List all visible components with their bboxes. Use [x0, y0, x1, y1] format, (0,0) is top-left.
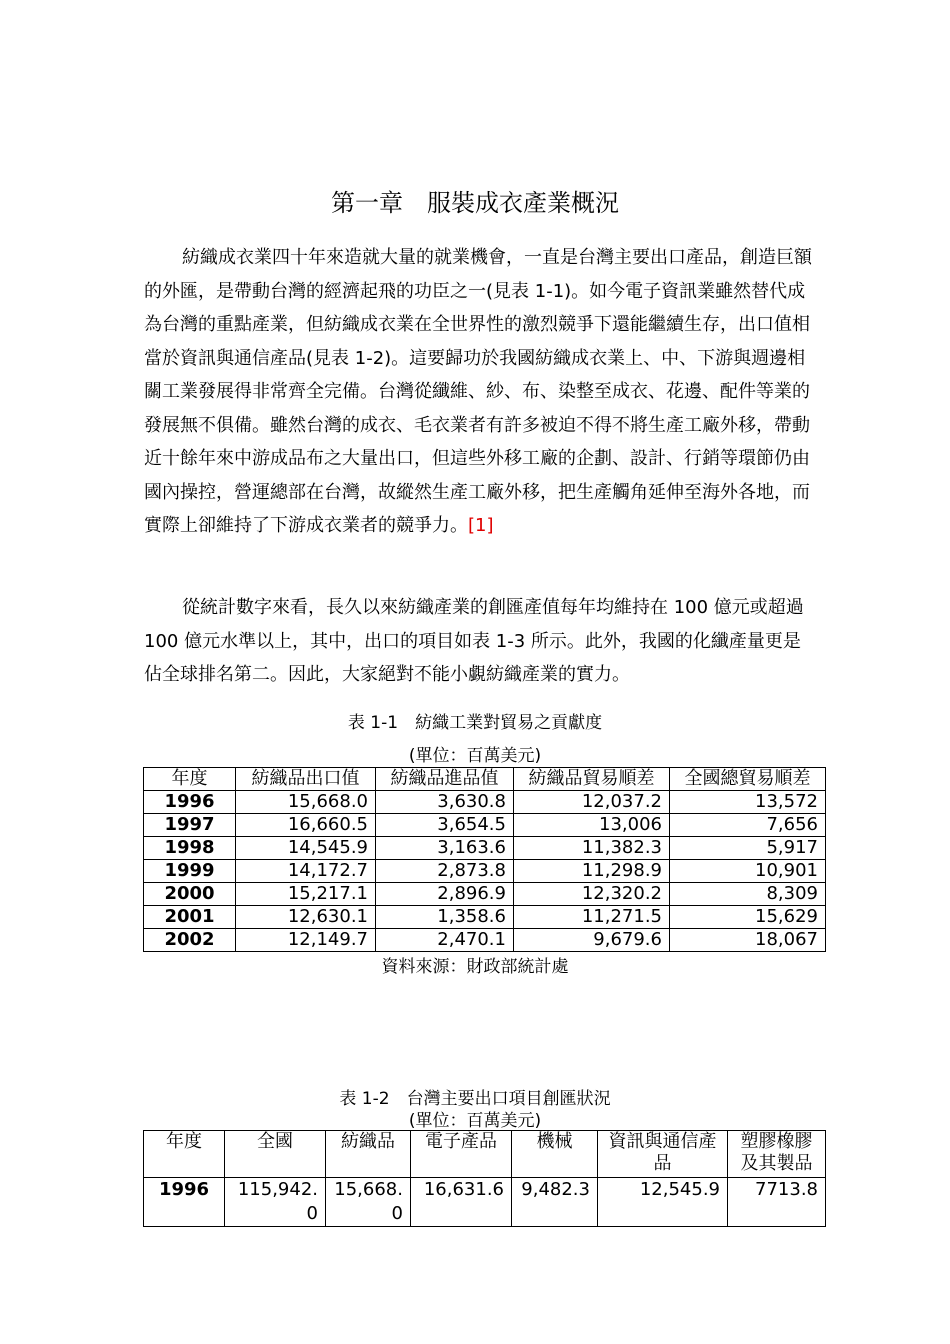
- table-header-row: [144, 1131, 826, 1178]
- value-cell: 10,901: [670, 860, 826, 883]
- value-cell: 5,917: [670, 837, 826, 860]
- paragraph-intro: [144, 241, 812, 543]
- value-cell: 13,006: [514, 814, 670, 837]
- year-cell: 2000: [144, 883, 236, 906]
- value-cell: 3,163.6: [376, 837, 514, 860]
- year-cell: 2002: [144, 929, 236, 952]
- table2-unit: (單位：百萬美元): [408, 1111, 542, 1131]
- table-row: [144, 1178, 826, 1227]
- value-cell: 12,545.9: [598, 1178, 728, 1227]
- value-cell: 14,172.7: [236, 860, 376, 883]
- value-cell: 2,470.1: [376, 929, 514, 952]
- table-header-cell: 全國總貿易順差: [670, 768, 826, 791]
- value-cell: 9,482.3: [512, 1178, 598, 1227]
- table-header-cell: 全國: [225, 1131, 326, 1178]
- value-cell: 18,067: [670, 929, 826, 952]
- value-cell: 2,896.9: [376, 883, 514, 906]
- table1-source: 資料來源：財政部統計處: [381, 957, 569, 977]
- value-cell: 16,631.6: [411, 1178, 512, 1227]
- export-items-table: [143, 1130, 826, 1227]
- value-cell: 2,873.8: [376, 860, 514, 883]
- value-cell: 7,656: [670, 814, 826, 837]
- value-cell: 11,298.9: [514, 860, 670, 883]
- table-header-cell: 資訊與通信產品: [598, 1131, 728, 1178]
- table-header-cell: 年度: [144, 768, 236, 791]
- paragraph-statistics: [144, 591, 812, 692]
- value-cell: 9,679.6: [514, 929, 670, 952]
- chapter-title: 第一章 服裝成衣產業概況: [331, 189, 619, 217]
- value-cell: 14,545.9: [236, 837, 376, 860]
- table-header-row: [144, 768, 826, 791]
- value-cell: 12,630.1: [236, 906, 376, 929]
- table-header-cell: 紡織品進品值: [376, 768, 514, 791]
- value-cell: 12,149.7: [236, 929, 376, 952]
- table-row: [144, 814, 826, 837]
- year-cell: 2001: [144, 906, 236, 929]
- value-cell: 3,654.5: [376, 814, 514, 837]
- year-cell: 1996: [144, 791, 236, 814]
- value-cell: 13,572: [670, 791, 826, 814]
- table-header-cell: 塑膠橡膠及其製品: [728, 1131, 826, 1178]
- trade-contribution-table: [143, 767, 826, 952]
- year-cell: 1998: [144, 837, 236, 860]
- value-cell: 115,942.0: [225, 1178, 326, 1227]
- year-cell: 1999: [144, 860, 236, 883]
- value-cell: 7713.8: [728, 1178, 826, 1227]
- table-header-cell: 年度: [144, 1131, 225, 1178]
- table2-caption: 表 1-2 台灣主要出口項目創匯狀況: [339, 1089, 611, 1109]
- value-cell: 15,629: [670, 906, 826, 929]
- value-cell: 15,668.0: [236, 791, 376, 814]
- value-cell: 8,309: [670, 883, 826, 906]
- value-cell: 11,382.3: [514, 837, 670, 860]
- value-cell: 16,660.5: [236, 814, 376, 837]
- table1-unit: (單位：百萬美元): [408, 746, 542, 766]
- table-header-cell: 紡織品: [326, 1131, 411, 1178]
- value-cell: 15,668.0: [326, 1178, 411, 1227]
- year-cell: 1996: [144, 1178, 225, 1227]
- table-row: [144, 837, 826, 860]
- table1-caption: 表 1-1 紡織工業對貿易之貢獻度: [347, 713, 603, 733]
- table-header-cell: 紡織品貿易順差: [514, 768, 670, 791]
- paragraph-intro-text: 紡織成衣業四十年來造就大量的就業機會，一直是台灣主要出口產品，創造巨額的外匯，是帶動台灣的經濟起飛的功臣之一(見表 1-1)。如今電子資訊業雖然替代成為台灣的重點產業，但紡織成衣業在全世界性的激烈競爭下還能繼續生存，出口值相當於資訊與通信產品(見表 1-2)。這要歸功於我國紡織成衣業上、中、下游與週邊相關工業發展得非常齊全完備。台灣從纖維、紗、布、染整至成衣、花邊、配件等業的發展無不俱備。雖然台灣的成衣、毛衣業者有許多被迫不得不將生產工廠外移，帶動近十餘年來中游成品布之大量出口，但這些外移工廠的企劃、設計、行銷等環節仍由國內操控，營運總部在台灣，故縱然生產工廠外移，把生產觸角延伸至海外各地，而實際上卻維持了下游成衣業者的競爭力。: [144, 247, 812, 536]
- value-cell: 1,358.6: [376, 906, 514, 929]
- table-row: [144, 929, 826, 952]
- value-cell: 3,630.8: [376, 791, 514, 814]
- table-row: [144, 906, 826, 929]
- table-header-cell: 紡織品出口值: [236, 768, 376, 791]
- table-header-cell: 機械: [512, 1131, 598, 1178]
- table-row: [144, 791, 826, 814]
- reference-link[interactable]: [1]: [468, 515, 494, 536]
- value-cell: 15,217.1: [236, 883, 376, 906]
- value-cell: 12,320.2: [514, 883, 670, 906]
- value-cell: 11,271.5: [514, 906, 670, 929]
- paragraph-statistics-text: 從統計數字來看，長久以來紡織產業的創匯產值每年均維持在 100 億元或超過 100 億元水準以上，其中，出口的項目如表 1-3 所示。此外，我國的化纖產量更是佔全球排名第二。因此，大家絕對不能小覷紡織產業的實力。: [144, 597, 804, 685]
- year-cell: 1997: [144, 814, 236, 837]
- value-cell: 12,037.2: [514, 791, 670, 814]
- table-header-cell: 電子產品: [411, 1131, 512, 1178]
- table-row: [144, 860, 826, 883]
- table-row: [144, 883, 826, 906]
